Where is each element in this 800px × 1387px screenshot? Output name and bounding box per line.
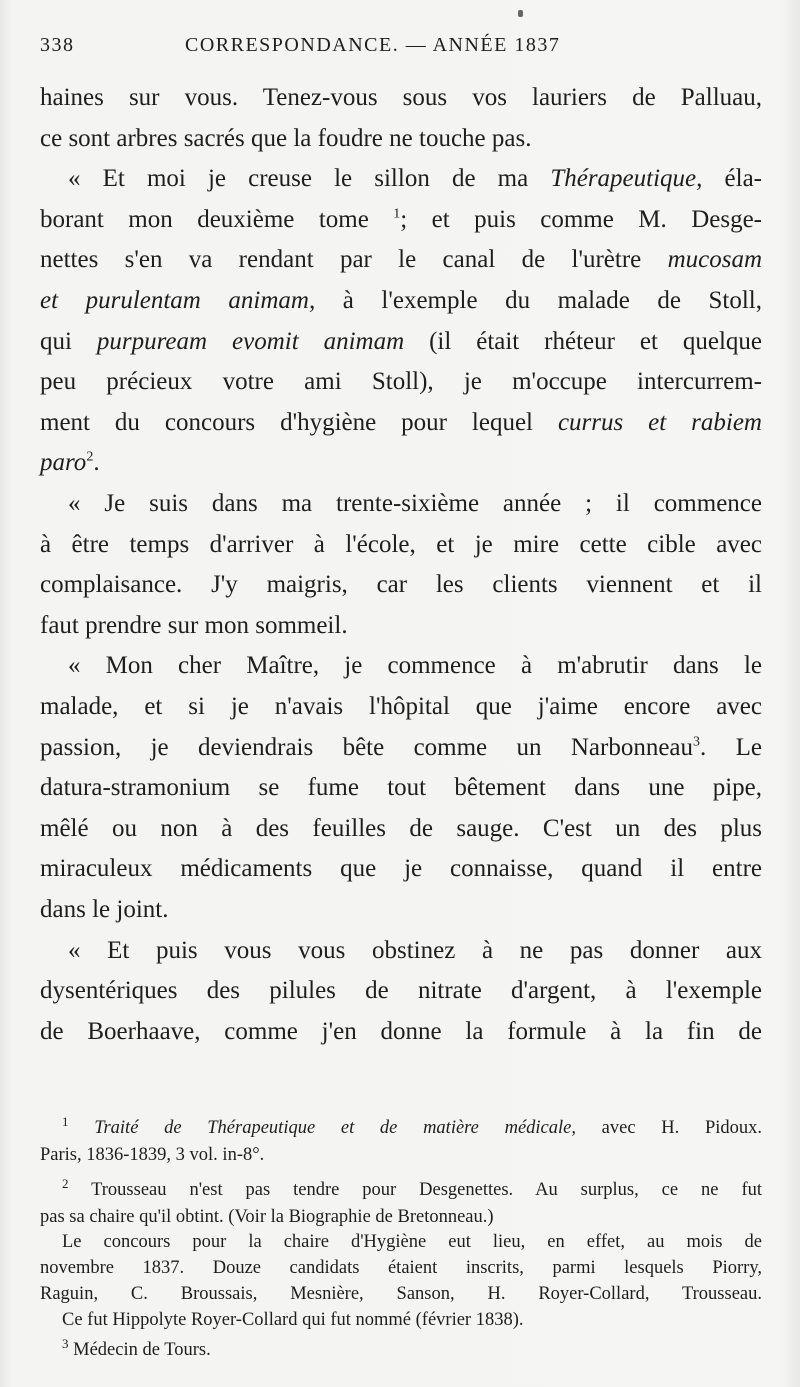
line-text: de Boerhaave, comme j'en donne la formule à la fin de xyxy=(40,1017,762,1045)
line-text: passion, je deviendrais bête comme un Narbonneau xyxy=(40,733,694,761)
footnote-text: Ce fut Hippolyte Royer-Collard qui fut nommé (février 1838). xyxy=(62,1310,524,1330)
text-line xyxy=(40,931,762,971)
text-line xyxy=(40,525,762,565)
text-line xyxy=(40,200,762,240)
footnote-line xyxy=(40,1337,762,1363)
text-line xyxy=(40,890,762,930)
footnote-line xyxy=(40,1142,762,1168)
footnote-line xyxy=(40,1229,762,1255)
line-text: « Et puis vous vous obstinez à ne pas donner aux xyxy=(68,936,762,964)
italic-text: paro xyxy=(40,449,87,477)
footnote-number: 3 xyxy=(62,1335,69,1351)
italic-text: currus et rabiem xyxy=(557,408,762,436)
text-line xyxy=(40,687,762,727)
line-text: dysentériques des pilules de nitrate d'argent, à l'exemple xyxy=(40,977,762,1005)
italic-text: mucosam xyxy=(667,246,762,274)
line-text: ce sont arbres sacrés que la foudre ne touche pas. xyxy=(40,124,532,152)
footnote-text: Le concours pour la chaire d'Hygiène eut lieu, en effet, au mois de xyxy=(62,1232,762,1252)
text-line xyxy=(40,159,762,199)
footnote-text: Raguin, C. Broussais, Mesnière, Sanson, H. Royer-Collard, Trousseau. xyxy=(40,1284,762,1304)
text-line xyxy=(40,281,762,321)
footnote-line xyxy=(40,1204,762,1230)
line-text: « Mon cher Maître, je commence à m'abrutir dans le xyxy=(68,652,762,680)
footnote-reference: 2 xyxy=(86,450,94,466)
line-text: « Et moi je creuse le sillon de ma xyxy=(68,165,551,193)
text-line xyxy=(40,971,762,1011)
footnote-text: Médecin de Tours. xyxy=(73,1340,211,1360)
footnote-text: pas sa chaire qu'il obtint. (Voir la Biographie de Bretonneau.) xyxy=(40,1207,494,1227)
footnote-line xyxy=(40,1307,762,1333)
footnote-text: Paris, 1836-1839, 3 vol. in-8°. xyxy=(40,1145,265,1165)
footnote-text: novembre 1837. Douze candidats étaient inscrits, parmi lesquels Piorry, xyxy=(40,1258,762,1278)
line-text: qui xyxy=(40,327,97,355)
line-text: éla- xyxy=(702,165,762,193)
footnote-reference: 3 xyxy=(693,734,701,750)
text-line xyxy=(40,1012,762,1052)
text-line xyxy=(40,484,762,524)
line-text: à être temps d'arriver à l'école, et je mire cette cible avec xyxy=(40,530,762,558)
text-line xyxy=(40,443,762,483)
line-text: datura-stramonium se fume tout bêtement dans une pipe, xyxy=(40,774,762,802)
line-text: miraculeux médicaments que je connaisse, quand il entre xyxy=(40,855,762,883)
text-line xyxy=(40,728,762,768)
text-line xyxy=(40,119,762,159)
text-line xyxy=(40,606,762,646)
line-text: . Le xyxy=(700,733,762,761)
running-header xyxy=(40,34,640,68)
footnote-line xyxy=(40,1255,762,1281)
running-title: CORRESPONDANCE. — ANNÉE 1837 xyxy=(185,34,561,56)
text-line xyxy=(40,849,762,889)
print-speck xyxy=(518,10,523,17)
text-line xyxy=(40,768,762,808)
line-text: « Je suis dans ma trente-sixième année ; il commence xyxy=(68,490,762,517)
line-text: à l'exemple du malade de Stoll, xyxy=(315,287,762,314)
line-text: (il était rhéteur et quelque xyxy=(404,327,763,355)
italic-text: Traité de Thérapeutique et de matière médicale, xyxy=(94,1118,576,1138)
line-text: peu précieux votre ami Stoll), je m'occupe intercurrem- xyxy=(40,368,762,396)
line-text: mêlé ou non à des feuilles de sauge. C'est un des plus xyxy=(40,814,762,842)
footnote-line xyxy=(40,1115,762,1141)
text-line xyxy=(40,240,762,280)
text-line xyxy=(40,322,762,362)
text-line xyxy=(40,403,762,443)
footnote-number: 1 xyxy=(62,1113,69,1129)
footnote-text: Trousseau n'est pas tendre pour Desgenettes. Au surplus, ce ne fut xyxy=(91,1180,763,1200)
line-text: ment du concours d'hygiène pour lequel xyxy=(40,408,558,436)
footnote-number: 2 xyxy=(62,1175,69,1191)
text-line xyxy=(40,362,762,402)
footnote-reference: 1 xyxy=(393,206,401,222)
footnote-text: avec H. Pidoux. xyxy=(575,1118,762,1138)
line-text: ; et puis comme M. Desge- xyxy=(400,205,763,233)
page-number: 338 xyxy=(40,34,75,56)
italic-text: et purulentam animam, xyxy=(40,287,316,314)
italic-text: purpuream evomit animam xyxy=(96,327,405,355)
line-text: complaisance. J'y maigris, car les clients viennent et il xyxy=(40,571,762,599)
text-line xyxy=(40,809,762,849)
line-text: dans le joint. xyxy=(40,896,169,923)
footnote-line xyxy=(40,1281,762,1307)
italic-text: Thérapeutique, xyxy=(550,165,703,193)
line-text: haines sur vous. Tenez-vous sous vos lauriers de Palluau, xyxy=(40,84,762,111)
text-line xyxy=(40,646,762,686)
line-text: malade, et si je n'avais l'hôpital que j'aime encore avec xyxy=(40,693,762,720)
line-text: nettes s'en va rendant par le canal de l'urètre xyxy=(40,246,668,274)
text-line xyxy=(40,78,762,118)
line-text: faut prendre sur mon sommeil. xyxy=(40,611,348,639)
text-line xyxy=(40,565,762,605)
line-text: borant mon deuxième tome xyxy=(40,205,394,233)
footnote-line xyxy=(40,1177,762,1203)
line-text: . xyxy=(93,449,100,477)
